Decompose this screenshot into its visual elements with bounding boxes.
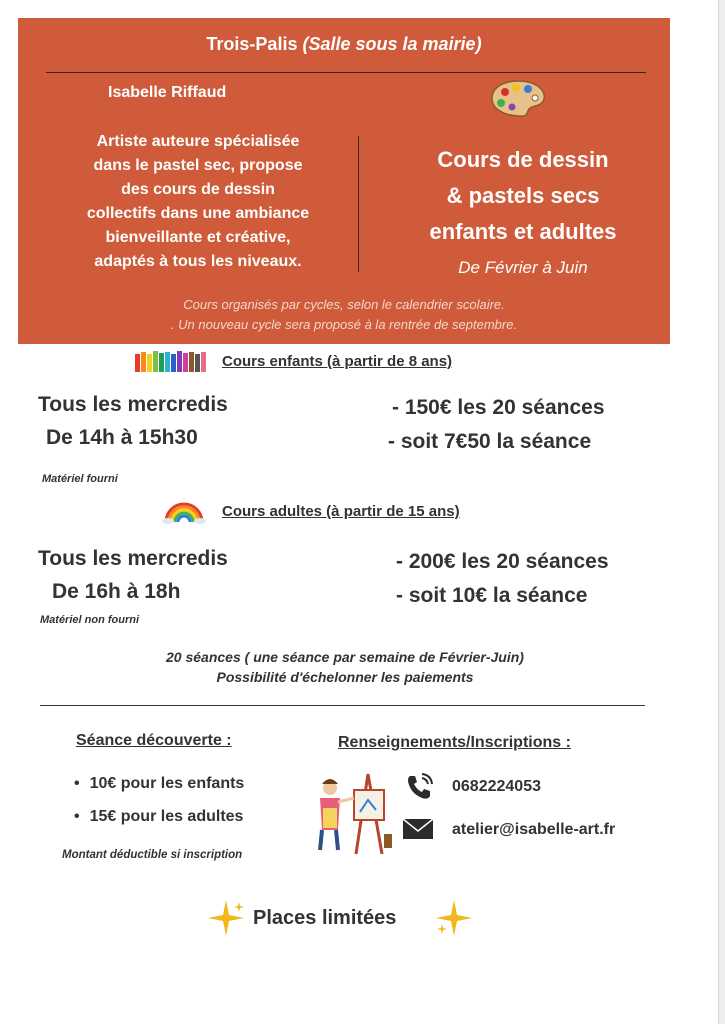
places-limited: Places limitées (253, 907, 397, 929)
adults-price-per-session: - soit 10€ la séance (396, 584, 588, 607)
envelope-icon (402, 818, 434, 840)
sparkle-icon-right (434, 898, 474, 938)
artist-description: Artiste auteure spécialisée dans le pastel sec, propose des cours de dessin collectifs dans une ambiance bienveillante et créative, adaptés à tous les niveaux. (86, 133, 310, 270)
email-address[interactable]: atelier@isabelle-art.fr (452, 821, 616, 838)
sparkle-icon-left (206, 898, 246, 938)
phone-number[interactable]: 0682224053 (452, 778, 541, 795)
page-edge (718, 0, 725, 1024)
adults-material: Matériel non fourni (40, 614, 139, 626)
rainbow-icon (162, 496, 206, 524)
children-heading: Cours enfants (à partir de 8 ans) (222, 353, 453, 370)
adults-price: - 200€ les 20 séances (396, 550, 609, 573)
course-period: De Février à Juin (458, 258, 588, 277)
discovery-note: Montant déductible si inscription (62, 849, 243, 861)
adults-time: De 16h à 18h (52, 580, 181, 603)
crayons-icon (135, 348, 209, 372)
painter-illustration (308, 764, 394, 856)
discovery-item-children: • 10€ pour les enfants (74, 775, 244, 793)
header-banner (18, 18, 670, 344)
children-price: - 150€ les 20 séances (392, 396, 605, 419)
discovery-heading: Séance découverte : (76, 732, 232, 749)
children-price-per-session: - soit 7€50 la séance (388, 430, 592, 453)
children-material: Matériel fourni (42, 473, 118, 485)
author-name: Isabelle Riffaud (108, 84, 227, 101)
children-time: De 14h à 15h30 (46, 426, 198, 449)
location-name: Trois-Palis (206, 34, 298, 54)
venue-name: (Salle sous la mairie) (302, 34, 482, 54)
course-title: Cours de dessin & pastels secs enfants et adultes (429, 147, 617, 244)
location-title (18, 34, 670, 55)
contact-heading: Renseignements/Inscriptions : (338, 734, 571, 751)
phone-icon (404, 772, 434, 802)
header-rule (46, 72, 646, 73)
cycle-notes: Cours organisés par cycles, selon le calendrier scolaire. . Un nouveau cycle sera proposé à la rentrée de septembre. (170, 297, 518, 332)
header-vertical-rule (358, 136, 359, 272)
adults-day: Tous les mercredis (38, 547, 228, 570)
children-day: Tous les mercredis (38, 393, 228, 416)
section-divider (40, 705, 645, 706)
palette-icon (488, 78, 548, 118)
discovery-item-adults: • 15€ pour les adultes (74, 808, 243, 826)
adults-heading: Cours adultes (à partir de 15 ans) (222, 503, 460, 520)
sessions-notes: 20 séances ( une séance par semaine de Février-Juin) Possibilité d'échelonner les paiements (166, 649, 524, 685)
